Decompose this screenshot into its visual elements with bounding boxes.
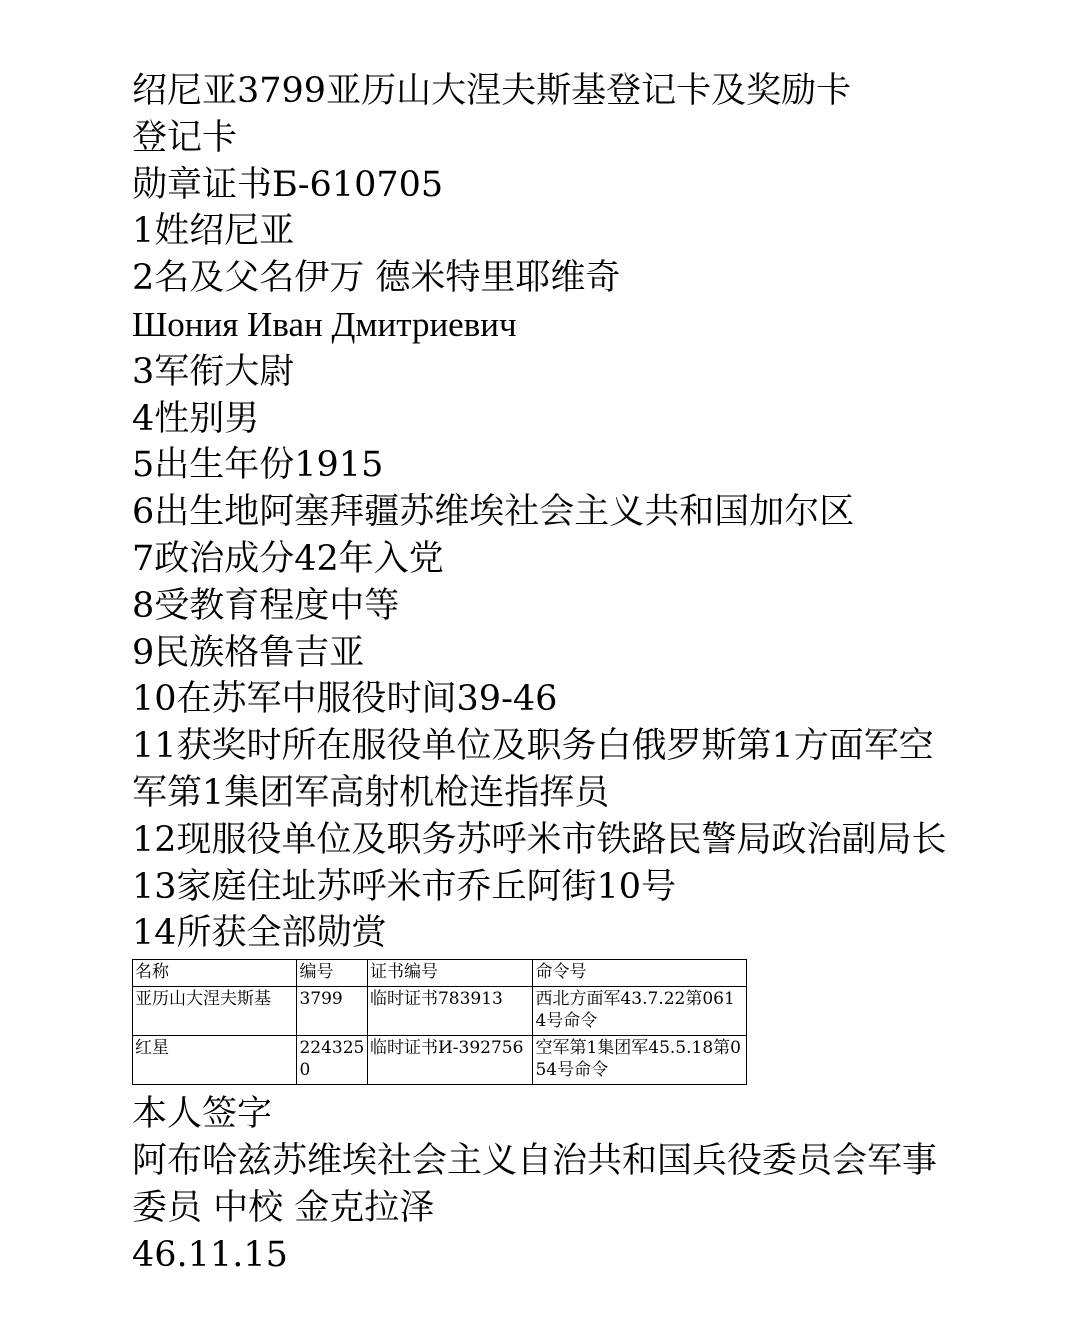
document-date: 46.11.15 [132,1234,288,1275]
award-certificate-cell: 临时证书И-392756 [367,1036,533,1085]
award-order-cell: 西北方面军43.7.22第0614号命令 [533,987,747,1036]
field-party-status: 7政治成分42年入党 [132,538,444,579]
field-awards-heading: 14所获全部勋赏 [132,913,387,954]
award-certificate-cell: 临时证书783913 [367,987,533,1036]
registration-card-document [132,68,962,1278]
field-birth-year: 5出生年份1915 [132,445,384,486]
header-order-number: 命令号 [533,960,747,987]
document-title: 绍尼亚3799亚历山大涅夫斯基登记卡及奖励卡 [132,71,852,111]
field-nationality: 9民族格鲁吉亚 [132,632,365,673]
award-number-cell: 2243250 [297,1036,367,1085]
field-name-patronymic: 2名及父名伊万 德米特里耶维奇 [132,258,621,299]
header-award-name: 名称 [133,960,297,987]
award-number-cell: 3799 [297,987,367,1036]
field-home-address: 13家庭住址苏呼米市乔丘阿街10号 [132,866,677,907]
awards-table-header-row [133,960,747,987]
award-name-cell: 亚历山大涅夫斯基 [133,987,297,1036]
document-subtitle: 登记卡 [132,117,238,158]
field-name-russian: Шония Иван Дмитриевич [132,304,517,344]
header-certificate-number: 证书编号 [367,960,533,987]
signature-line: 本人签字 [132,1094,273,1135]
field-service-period: 10在苏军中服役时间39-46 [132,679,558,720]
certificate-number: 勋章证书Б-610705 [132,164,444,205]
field-education: 8受教育程度中等 [132,585,400,626]
field-rank: 3军衔大尉 [132,351,295,392]
field-current-unit: 12现服役单位及职务苏呼米市铁路民警局政治副局长 [132,819,947,860]
field-gender: 4性别男 [132,398,260,439]
table-row [133,1036,747,1085]
award-name-cell: 红星 [133,1036,297,1085]
awards-table [132,959,747,1085]
commissioner-line: 阿布哈兹苏维埃社会主义自治共和国兵役委员会军事委员 中校 金克拉泽 [132,1140,938,1228]
table-row [133,987,747,1036]
header-award-number: 编号 [297,960,367,987]
field-surname: 1姓绍尼亚 [132,211,295,252]
field-unit-at-award: 11获奖时所在服役单位及职务白俄罗斯第1方面军空军第1集团军高射机枪连指挥员 [132,726,934,813]
field-birthplace: 6出生地阿塞拜疆苏维埃社会主义共和国加尔区 [132,492,855,533]
award-order-cell: 空军第1集团军45.5.18第054号命令 [533,1036,747,1085]
